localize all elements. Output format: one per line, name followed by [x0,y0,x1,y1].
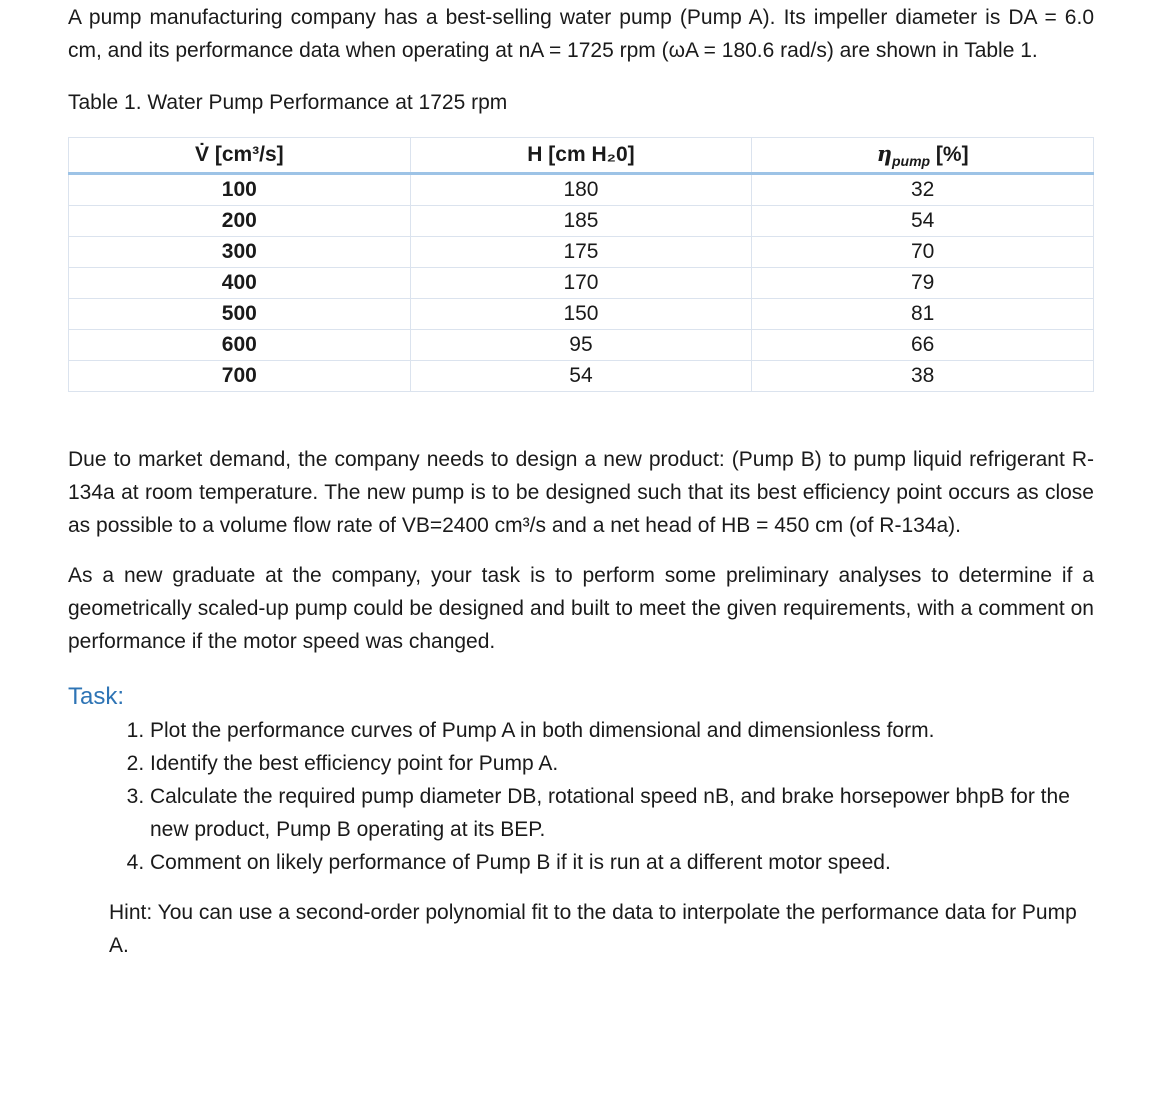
table-row [69,174,1094,206]
intro-paragraph: A pump manufacturing company has a best-selling water pump (Pump A). Its impeller diameter is DA = 6.0 cm, and its performance data when operating at nA = 1725 rpm (ωA = 180.6 rad/s) are shown in Table 1. [68,6,1094,62]
cell-head: 175 [410,237,752,268]
cell-eff: 66 [752,330,1094,361]
design-paragraph: Due to market demand, the company needs to design a new product: (Pump B) to pump liquid refrigerant R-134a at room temperature. The new pump is to be designed such that its best efficiency point occurs as close as possible to a volume flow rate of VB=2400 cm³/s and a net head of HB = 450 cm (of R-134a). [68,448,1094,537]
cell-flow: 500 [69,299,411,330]
cell-head: 185 [410,206,752,237]
header-flow: V̇ [cm³/s] [69,138,411,174]
table-caption: Table 1. Water Pump Performance at 1725 rpm [68,91,508,114]
task-item: 2. Identify the best efficiency point for Pump A. [150,747,1094,780]
cell-eff: 79 [752,268,1094,299]
cell-flow: 400 [69,268,411,299]
cell-eff: 32 [752,174,1094,206]
table-row [69,268,1094,299]
table-row [69,237,1094,268]
eff-unit: [%] [930,142,969,166]
task-list [68,714,1094,879]
table-row [69,206,1094,237]
table-header-row [69,138,1094,174]
header-efficiency [752,138,1094,174]
task-item: 4. Comment on likely performance of Pump B if it is run at a different motor speed. [150,846,1094,879]
cell-flow: 300 [69,237,411,268]
task-item: 1. Plot the performance curves of Pump A in both dimensional and dimensionless form. [150,714,1094,747]
table-row [69,361,1094,392]
cell-head: 150 [410,299,752,330]
cell-eff: 81 [752,299,1094,330]
cell-eff: 70 [752,237,1094,268]
task-item: 3. Calculate the required pump diameter DB, rotational speed nB, and brake horsepower bhpB for the new product, Pump B operating at its BEP. [150,780,1094,846]
cell-head: 95 [410,330,752,361]
cell-head: 180 [410,174,752,206]
performance-table [68,137,1094,392]
header-head: H [cm H₂0] [410,138,752,174]
cell-flow: 600 [69,330,411,361]
cell-flow: 100 [69,174,411,206]
cell-head: 170 [410,268,752,299]
eta-symbol: η [876,140,892,166]
eta-subscript: pump [891,153,931,170]
table-row [69,299,1094,330]
table-row [69,330,1094,361]
hint-paragraph: Hint: You can use a second-order polynomial fit to the data to interpolate the performance data for Pump A. [109,901,1077,957]
task-context-paragraph: As a new graduate at the company, your task is to perform some preliminary analyses to determine if a geometrically scaled-up pump could be designed and built to meet the given requirements, with a comment on performance if the motor speed was changed. [68,564,1094,653]
cell-head: 54 [410,361,752,392]
document-page [68,0,1094,962]
cell-flow: 700 [69,361,411,392]
task-heading: Task: [68,683,125,710]
cell-flow: 200 [69,206,411,237]
cell-eff: 54 [752,206,1094,237]
cell-eff: 38 [752,361,1094,392]
